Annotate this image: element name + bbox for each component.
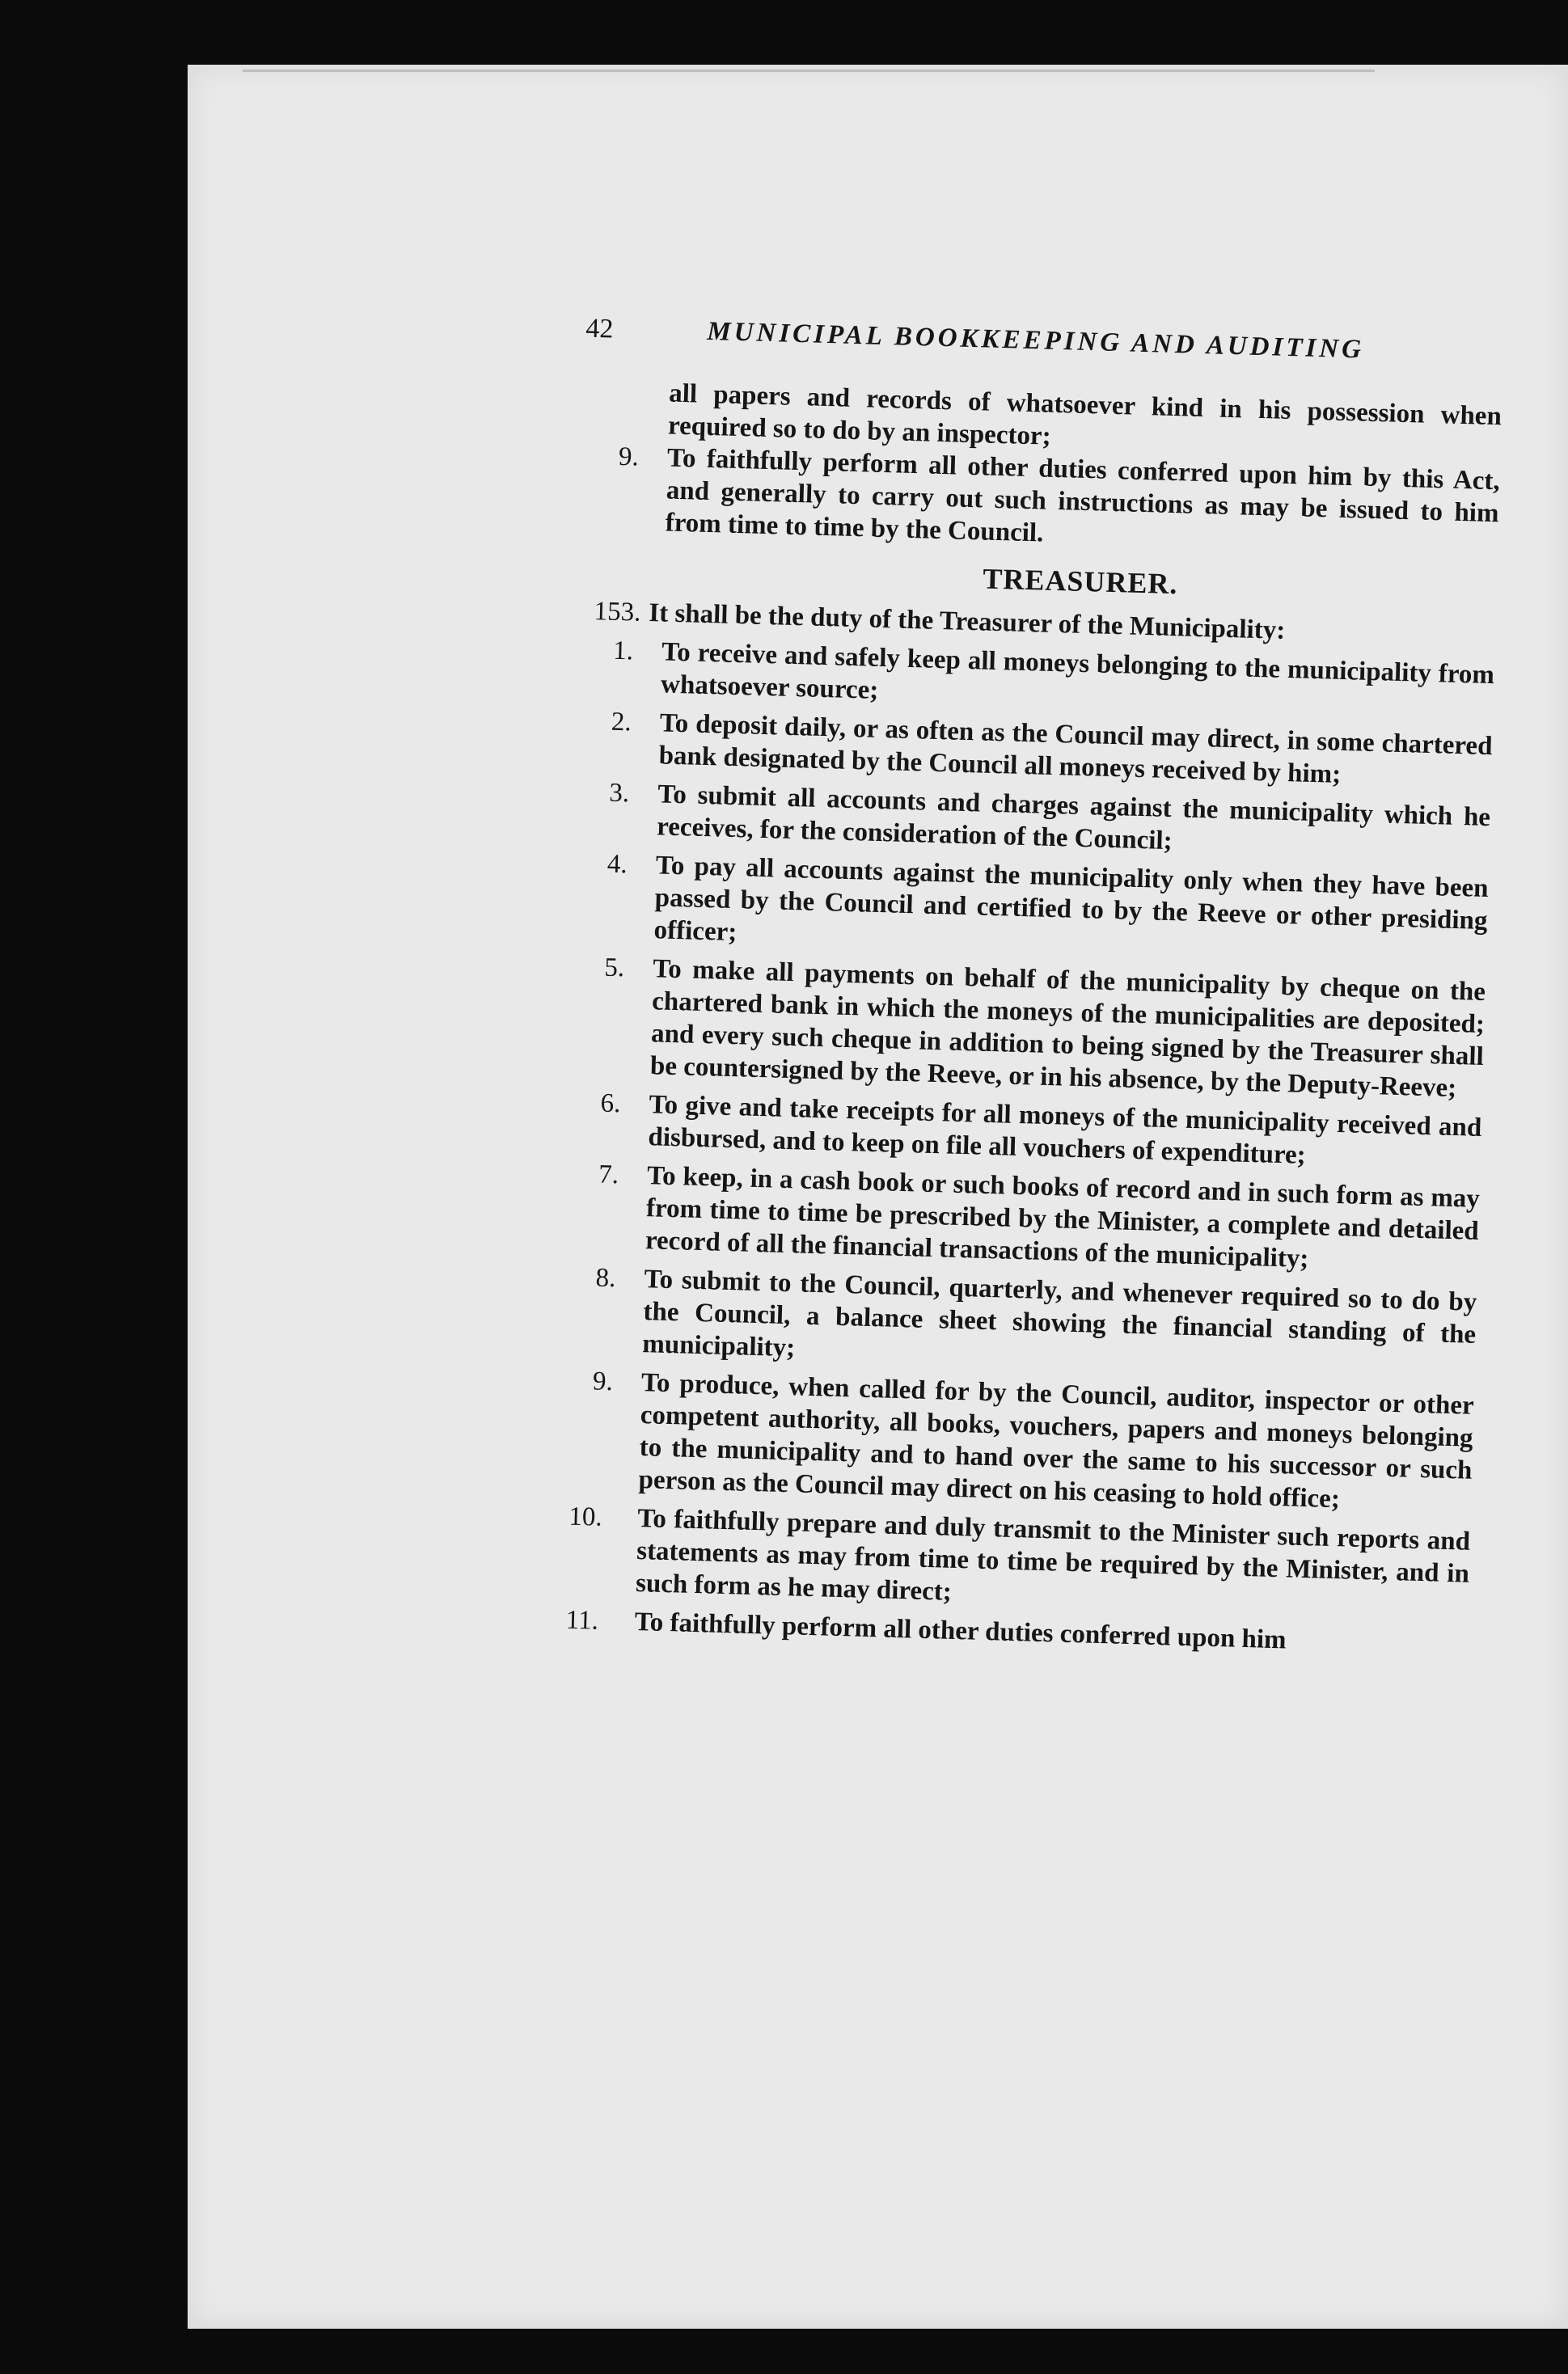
item-text: To submit to the Council, quarterly, and whenever required so to do by the Council, a balance sheet showing the financial standing of the municipality; xyxy=(641,1265,1477,1363)
section-number: 153. xyxy=(594,597,641,627)
item-number: 8. xyxy=(595,1263,616,1294)
item-number: 5. xyxy=(603,953,625,983)
item-text: To produce, when called for by the Council, auditor, inspector or other competent authority, all books, vouchers, papers and moneys belonging to the municipality and to hand over the same to his successor or such person as the Council may direct on his ceasing to hold office; xyxy=(638,1368,1475,1514)
item-number: 11. xyxy=(565,1605,599,1636)
item-text: To keep, in a cash book or such books of record and in such form as may from time to time be prescribed by the Minister, a complete and detailed record of all the financial transactions of the municipality; xyxy=(645,1161,1481,1274)
list-item xyxy=(492,845,1489,969)
section-intro-text: It shall be the duty of the Treasurer of the Municipality: xyxy=(648,598,1286,645)
item-number: 9. xyxy=(592,1367,614,1397)
item-text: To submit all accounts and charges against the municipality which he receives, for the consideration of the Council; xyxy=(656,779,1491,856)
item-number: 9. xyxy=(618,441,640,472)
continued-paragraph: all papers and records of whatsoever kind in his possession when required so to do by an inspector; xyxy=(667,378,1502,451)
list-item xyxy=(476,1362,1474,1519)
item-text: To make all payments on behalf of the municipality by cheque on the chartered bank in which the moneys of the municipalities are deposited; and every such cheque in addition to being signed by the Treasurer shall be countersigned by the Reeve, or in his absence, by the Deputy-Reeve; xyxy=(649,954,1486,1104)
item-text: To faithfully perform all other duties conferred upon him xyxy=(634,1607,1287,1655)
item-number: 1. xyxy=(612,636,634,666)
list-item xyxy=(474,1497,1471,1622)
section-heading-treasurer: TREASURER. xyxy=(982,562,1178,601)
list-item xyxy=(480,1259,1477,1383)
item-text: To receive and safely keep all moneys belonging to the municipality from whatsoever source; xyxy=(660,637,1495,705)
list-item xyxy=(483,1155,1480,1280)
list-item xyxy=(488,948,1486,1105)
item-number: 7. xyxy=(598,1160,619,1190)
page-number: 42 xyxy=(585,313,614,344)
running-head: MUNICIPAL BOOKKEEPING AND AUDITING xyxy=(706,316,1365,365)
item-number: 6. xyxy=(600,1088,621,1119)
item-number: 10. xyxy=(568,1502,603,1532)
item-text: To faithfully perform all other duties conferred upon him by this Act, and generally to carry out such instructions as may be issued to him from time to time by the Council. xyxy=(665,443,1501,548)
page-text-block xyxy=(472,311,1503,1662)
page-top-edge xyxy=(243,70,1375,72)
item-text: To deposit daily, or as often as the Council may direct, in some chartered bank designated by the Council all moneys received by him; xyxy=(658,708,1493,789)
item-text: To pay all accounts against the municipality only when they have been passed by the Council and certified to by the Reeve or other presiding officer; xyxy=(653,851,1490,948)
item-number: 2. xyxy=(611,707,632,737)
item-text: To faithfully prepare and duly transmit to the Minister such reports and statements as may from time to time be required by the Minister, and in such form as he may direct; xyxy=(635,1504,1471,1607)
item-number: 3. xyxy=(608,778,630,809)
page-body xyxy=(472,373,1502,1662)
item-text: To give and take receipts for all moneys of the municipality received and disbursed, and to keep on file all vouchers of expenditure; xyxy=(648,1090,1482,1170)
item-number: 4. xyxy=(606,849,628,880)
